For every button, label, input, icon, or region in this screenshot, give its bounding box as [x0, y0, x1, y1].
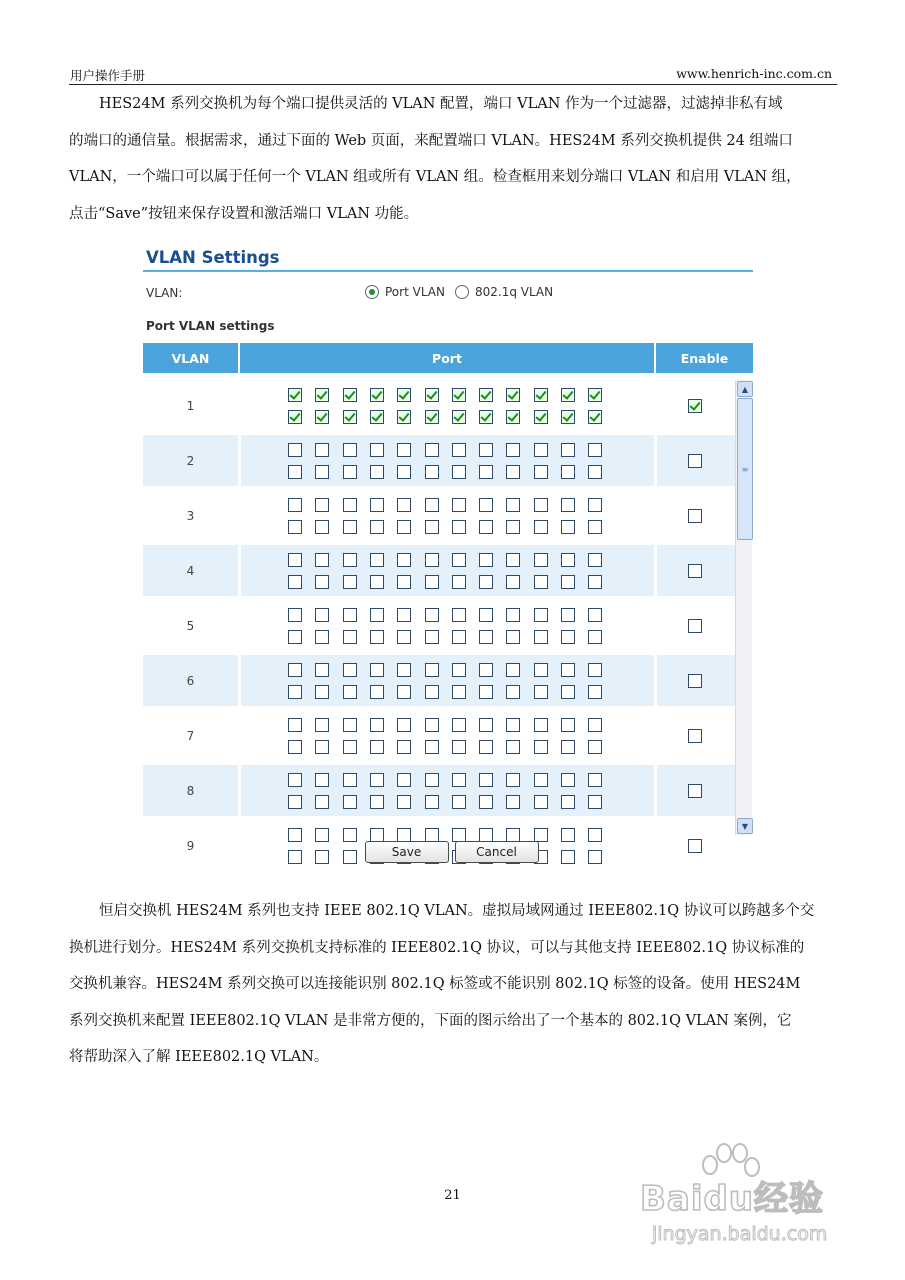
page-header-right: www.henrich-inc.com.cn: [676, 66, 832, 81]
port-checkbox[interactable]: [534, 498, 548, 512]
port-checkbox[interactable]: [397, 773, 411, 787]
dot1q-line: 系列交换机来配置 IEEE802.1Q VLAN 是非常方便的，下面的图示给出了一个基本的 802.1Q VLAN 案例，它: [69, 1012, 792, 1029]
port-checkbox[interactable]: [397, 520, 411, 534]
port-vlan-radio-label[interactable]: Port VLAN: [385, 285, 445, 299]
port-checkbox[interactable]: [288, 773, 302, 787]
port-checkbox[interactable]: [479, 410, 493, 424]
intro-paragraph: [69, 86, 837, 232]
port-checkbox[interactable]: [370, 685, 384, 699]
vlan-id-cell: 8: [143, 765, 238, 816]
save-button[interactable]: Save: [365, 841, 449, 863]
port-checkbox[interactable]: [370, 740, 384, 754]
port-checkbox[interactable]: [506, 465, 520, 479]
port-cell: [241, 435, 654, 486]
port-cell: [241, 380, 654, 431]
baidu-jingyan-watermark: [640, 1143, 860, 1263]
port-checkbox[interactable]: [397, 443, 411, 457]
page-header-left: 用户操作手册: [70, 68, 146, 83]
port-checkbox[interactable]: [534, 465, 548, 479]
port-checkbox[interactable]: [479, 608, 493, 622]
dot1q-line: 交换机兼容。HES24M 系列交换可以连接能识别 802.1Q 标签或不能识别 802.1Q 标签的设备。使用 HES24M: [69, 976, 801, 992]
enable-checkbox[interactable]: [688, 784, 702, 798]
port-checkbox[interactable]: [452, 410, 466, 424]
port-checkbox[interactable]: [479, 388, 493, 402]
port-checkbox[interactable]: [397, 685, 411, 699]
port-checkbox[interactable]: [506, 740, 520, 754]
port-checkbox[interactable]: [343, 520, 357, 534]
dot1q-vlan-radio-label[interactable]: 802.1q VLAN: [474, 285, 554, 299]
port-checkbox[interactable]: [425, 553, 439, 567]
port-checkbox[interactable]: [534, 773, 548, 787]
port-checkbox[interactable]: [588, 773, 602, 787]
port-checkbox[interactable]: [425, 443, 439, 457]
port-checkbox[interactable]: [315, 685, 329, 699]
port-checkbox[interactable]: [288, 553, 302, 567]
port-checkbox[interactable]: [588, 520, 602, 534]
port-checkbox[interactable]: [561, 443, 575, 457]
port-cell: [241, 545, 654, 596]
port-checkbox[interactable]: [315, 828, 329, 842]
port-checkbox[interactable]: [397, 388, 411, 402]
port-checkbox[interactable]: [288, 388, 302, 402]
port-checkbox[interactable]: [588, 498, 602, 512]
enable-cell: [657, 600, 735, 651]
port-checkbox[interactable]: [288, 575, 302, 589]
port-checkbox[interactable]: [479, 828, 493, 842]
enable-checkbox[interactable]: [688, 399, 702, 413]
enable-cell: [657, 490, 735, 541]
port-checkbox[interactable]: [288, 795, 302, 809]
port-checkbox[interactable]: [479, 443, 493, 457]
port-checkbox[interactable]: [588, 388, 602, 402]
port-checkbox[interactable]: [397, 718, 411, 732]
port-checkbox[interactable]: [397, 795, 411, 809]
port-checkbox[interactable]: [343, 465, 357, 479]
watermark-main-text: Baidu经验: [640, 1179, 825, 1219]
port-checkbox[interactable]: [397, 740, 411, 754]
port-checkbox[interactable]: [315, 443, 329, 457]
vlan-mode-label: VLAN:: [146, 286, 183, 300]
vlan-id-cell: 7: [186, 728, 195, 743]
port-checkbox[interactable]: [343, 388, 357, 402]
vlan-id-cell: 9: [186, 838, 195, 853]
port-checkbox[interactable]: [370, 795, 384, 809]
column-header-enable: Enable: [656, 343, 753, 373]
port-checkbox[interactable]: [588, 663, 602, 677]
port-checkbox[interactable]: [561, 608, 575, 622]
port-vlan-settings-heading: Port VLAN settings: [146, 319, 275, 333]
port-checkbox[interactable]: [425, 575, 439, 589]
enable-cell: [657, 655, 735, 706]
scrollbar-thumb[interactable]: ≡: [737, 398, 753, 540]
port-checkbox[interactable]: [343, 575, 357, 589]
port-checkbox[interactable]: [288, 443, 302, 457]
port-checkbox[interactable]: [425, 685, 439, 699]
vlan-settings-panel: [143, 244, 755, 870]
port-checkbox[interactable]: [370, 410, 384, 424]
port-checkbox[interactable]: [343, 685, 357, 699]
vlan-id-cell: 1: [186, 398, 195, 413]
port-checkbox[interactable]: [534, 575, 548, 589]
vlan-row: [143, 710, 735, 761]
port-checkbox[interactable]: [561, 773, 575, 787]
port-cell: [241, 710, 654, 761]
port-checkbox[interactable]: [288, 663, 302, 677]
vlan-row: [143, 435, 735, 486]
enable-checkbox[interactable]: [688, 509, 702, 523]
port-checkbox[interactable]: [452, 663, 466, 677]
port-checkbox[interactable]: [370, 443, 384, 457]
port-checkbox[interactable]: [561, 388, 575, 402]
port-checkbox[interactable]: [588, 553, 602, 567]
port-checkbox[interactable]: [452, 685, 466, 699]
vlan-table-scrollbar[interactable]: [735, 380, 752, 835]
port-checkbox[interactable]: [561, 498, 575, 512]
port-checkbox[interactable]: [534, 795, 548, 809]
port-checkbox[interactable]: [506, 718, 520, 732]
port-checkbox[interactable]: [288, 608, 302, 622]
port-checkbox[interactable]: [534, 718, 548, 732]
page-number: 21: [444, 1188, 461, 1203]
vlan-id-cell: 4: [143, 545, 238, 596]
port-checkbox[interactable]: [315, 498, 329, 512]
port-checkbox[interactable]: [343, 410, 357, 424]
port-checkbox[interactable]: [534, 740, 548, 754]
enable-cell: [657, 545, 735, 596]
port-checkbox[interactable]: [370, 575, 384, 589]
port-checkbox[interactable]: [315, 553, 329, 567]
port-checkbox[interactable]: [315, 520, 329, 534]
vlan-id-cell: 6: [143, 655, 238, 706]
port-checkbox[interactable]: [534, 553, 548, 567]
port-checkbox[interactable]: [479, 795, 493, 809]
port-checkbox[interactable]: [561, 685, 575, 699]
port-checkbox[interactable]: [534, 608, 548, 622]
port-checkbox[interactable]: [425, 498, 439, 512]
port-checkbox[interactable]: [561, 795, 575, 809]
port-checkbox[interactable]: [506, 498, 520, 512]
port-checkbox[interactable]: [561, 520, 575, 534]
port-checkbox[interactable]: [588, 575, 602, 589]
port-checkbox[interactable]: [506, 773, 520, 787]
port-checkbox[interactable]: [425, 773, 439, 787]
port-checkbox[interactable]: [425, 795, 439, 809]
vlan-table-header: [143, 343, 753, 373]
port-checkbox[interactable]: [370, 608, 384, 622]
port-checkbox[interactable]: [588, 465, 602, 479]
port-checkbox[interactable]: [534, 410, 548, 424]
port-checkbox[interactable]: [534, 388, 548, 402]
port-checkbox[interactable]: [343, 828, 357, 842]
port-checkbox[interactable]: [315, 410, 329, 424]
port-checkbox[interactable]: [479, 740, 493, 754]
scroll-down-arrow-icon[interactable]: ▼: [737, 818, 753, 834]
intro-line: 的端口的通信量。根据需求，通过下面的 Web 页面，来配置端口 VLAN。HES24M 系列交换机提供 24 组端口: [69, 132, 793, 149]
port-checkbox[interactable]: [452, 498, 466, 512]
vlan-row: [143, 765, 735, 816]
port-checkbox[interactable]: [588, 740, 602, 754]
port-checkbox[interactable]: [506, 410, 520, 424]
enable-cell: [657, 710, 735, 761]
enable-checkbox[interactable]: [688, 619, 702, 633]
port-checkbox[interactable]: [588, 410, 602, 424]
port-checkbox[interactable]: [425, 663, 439, 677]
port-checkbox[interactable]: [343, 663, 357, 677]
dot1q-line: 换机进行划分。HES24M 系列交换机支持标准的 IEEE802.1Q 协议，可以与其他支持 IEEE802.1Q 协议标准的: [69, 939, 805, 956]
port-checkbox[interactable]: [561, 718, 575, 732]
port-checkbox[interactable]: [588, 443, 602, 457]
port-checkbox[interactable]: [452, 465, 466, 479]
port-checkbox[interactable]: [534, 443, 548, 457]
port-checkbox[interactable]: [315, 630, 329, 644]
port-checkbox[interactable]: [452, 630, 466, 644]
title-rule: [143, 270, 753, 272]
column-header-vlan: VLAN: [143, 343, 238, 373]
port-checkbox[interactable]: [425, 520, 439, 534]
port-checkbox[interactable]: [588, 685, 602, 699]
port-checkbox[interactable]: [315, 773, 329, 787]
port-checkbox[interactable]: [506, 520, 520, 534]
port-checkbox[interactable]: [425, 828, 439, 842]
port-checkbox[interactable]: [370, 828, 384, 842]
port-checkbox[interactable]: [343, 553, 357, 567]
port-checkbox[interactable]: [506, 663, 520, 677]
port-checkbox[interactable]: [452, 718, 466, 732]
vlan-id-cell: 2: [143, 435, 238, 486]
port-checkbox[interactable]: [425, 740, 439, 754]
enable-cell: [657, 435, 735, 486]
scroll-up-arrow-icon[interactable]: ▲: [737, 381, 753, 397]
port-checkbox[interactable]: [479, 498, 493, 512]
port-checkbox[interactable]: [315, 663, 329, 677]
port-checkbox[interactable]: [425, 608, 439, 622]
vlan-id-cell: 3: [186, 508, 195, 523]
port-checkbox[interactable]: [315, 608, 329, 622]
dot1q-line: 恒启交换机 HES24M 系列也支持 IEEE 802.1Q VLAN。虚拟局域网通过 IEEE802.1Q 协议可以跨越多个交: [99, 903, 815, 919]
port-cell: [241, 600, 654, 651]
port-checkbox[interactable]: [343, 498, 357, 512]
port-vlan-radio[interactable]: [365, 285, 379, 299]
dot1q-line: 将帮助深入了解 IEEE802.1Q VLAN。: [69, 1049, 329, 1065]
port-checkbox[interactable]: [288, 718, 302, 732]
port-checkbox[interactable]: [534, 630, 548, 644]
port-checkbox[interactable]: [452, 520, 466, 534]
port-checkbox[interactable]: [561, 663, 575, 677]
port-checkbox[interactable]: [370, 773, 384, 787]
port-checkbox[interactable]: [315, 388, 329, 402]
port-checkbox[interactable]: [315, 718, 329, 732]
port-checkbox[interactable]: [588, 608, 602, 622]
port-checkbox[interactable]: [561, 575, 575, 589]
vlan-row: [143, 545, 735, 596]
port-checkbox[interactable]: [370, 718, 384, 732]
port-checkbox[interactable]: [425, 718, 439, 732]
port-checkbox[interactable]: [288, 465, 302, 479]
port-checkbox[interactable]: [479, 718, 493, 732]
port-checkbox[interactable]: [534, 663, 548, 677]
port-checkbox[interactable]: [479, 630, 493, 644]
port-checkbox[interactable]: [397, 630, 411, 644]
vlan-mode-radio-group: [365, 285, 563, 299]
port-checkbox[interactable]: [561, 465, 575, 479]
port-checkbox[interactable]: [479, 553, 493, 567]
port-checkbox[interactable]: [506, 553, 520, 567]
port-checkbox[interactable]: [452, 443, 466, 457]
port-checkbox[interactable]: [506, 630, 520, 644]
port-checkbox[interactable]: [397, 608, 411, 622]
dot1q-paragraph: [69, 893, 837, 1076]
port-checkbox[interactable]: [343, 773, 357, 787]
port-checkbox[interactable]: [425, 630, 439, 644]
port-checkbox[interactable]: [315, 575, 329, 589]
dot1q-vlan-radio[interactable]: [455, 285, 469, 299]
port-checkbox[interactable]: [343, 795, 357, 809]
port-checkbox[interactable]: [452, 740, 466, 754]
port-cell: [241, 655, 654, 706]
form-buttons: [143, 841, 753, 863]
port-checkbox[interactable]: [506, 575, 520, 589]
column-header-port: Port: [240, 343, 654, 373]
enable-checkbox[interactable]: [688, 564, 702, 578]
port-checkbox[interactable]: [588, 828, 602, 842]
port-checkbox[interactable]: [561, 630, 575, 644]
port-checkbox[interactable]: [452, 388, 466, 402]
port-checkbox[interactable]: [588, 630, 602, 644]
port-checkbox[interactable]: [506, 685, 520, 699]
port-checkbox[interactable]: [397, 575, 411, 589]
vlan-row: [143, 380, 735, 431]
port-checkbox[interactable]: [479, 465, 493, 479]
port-checkbox[interactable]: [288, 498, 302, 512]
port-checkbox[interactable]: [561, 740, 575, 754]
port-checkbox[interactable]: [506, 608, 520, 622]
port-checkbox[interactable]: [397, 663, 411, 677]
port-checkbox[interactable]: [534, 520, 548, 534]
enable-checkbox[interactable]: [688, 454, 702, 468]
port-checkbox[interactable]: [370, 630, 384, 644]
port-checkbox[interactable]: [370, 553, 384, 567]
port-checkbox[interactable]: [506, 443, 520, 457]
port-checkbox[interactable]: [452, 828, 466, 842]
port-checkbox[interactable]: [370, 520, 384, 534]
port-checkbox[interactable]: [452, 575, 466, 589]
intro-line: VLAN，一个端口可以属于任何一个 VLAN 组或所有 VLAN 组。检查框用来划分端口 VLAN 和启用 VLAN 组，: [69, 169, 801, 185]
port-checkbox[interactable]: [534, 685, 548, 699]
port-checkbox[interactable]: [343, 718, 357, 732]
port-checkbox[interactable]: [397, 498, 411, 512]
vlan-row: [143, 490, 735, 541]
enable-cell: [657, 765, 735, 816]
port-checkbox[interactable]: [479, 663, 493, 677]
port-checkbox[interactable]: [370, 388, 384, 402]
port-checkbox[interactable]: [561, 828, 575, 842]
port-checkbox[interactable]: [288, 630, 302, 644]
port-cell: [241, 490, 654, 541]
vlan-row: [143, 655, 735, 706]
port-checkbox[interactable]: [343, 443, 357, 457]
port-checkbox[interactable]: [425, 410, 439, 424]
vlan-settings-title: VLAN Settings: [146, 248, 280, 267]
port-checkbox[interactable]: [561, 553, 575, 567]
port-checkbox[interactable]: [288, 740, 302, 754]
port-checkbox[interactable]: [588, 795, 602, 809]
port-checkbox[interactable]: [343, 740, 357, 754]
port-checkbox[interactable]: [397, 828, 411, 842]
port-checkbox[interactable]: [288, 828, 302, 842]
port-checkbox[interactable]: [534, 828, 548, 842]
port-checkbox[interactable]: [343, 630, 357, 644]
port-checkbox[interactable]: [397, 553, 411, 567]
intro-line: 点击“Save”按钮来保存设置和激活端口 VLAN 功能。: [69, 205, 419, 222]
port-checkbox[interactable]: [315, 465, 329, 479]
port-checkbox[interactable]: [506, 828, 520, 842]
port-checkbox[interactable]: [370, 465, 384, 479]
port-checkbox[interactable]: [288, 685, 302, 699]
port-checkbox[interactable]: [452, 553, 466, 567]
watermark-url-text: jingyan.baidu.com: [652, 1223, 828, 1245]
vlan-id-cell: 5: [186, 618, 195, 633]
port-checkbox[interactable]: [370, 663, 384, 677]
port-checkbox[interactable]: [343, 608, 357, 622]
port-checkbox[interactable]: [506, 388, 520, 402]
port-checkbox[interactable]: [452, 795, 466, 809]
port-checkbox[interactable]: [452, 773, 466, 787]
port-checkbox[interactable]: [288, 410, 302, 424]
port-checkbox[interactable]: [479, 773, 493, 787]
port-checkbox[interactable]: [397, 465, 411, 479]
port-checkbox[interactable]: [561, 410, 575, 424]
port-checkbox[interactable]: [452, 608, 466, 622]
vlan-row: [143, 600, 735, 651]
cancel-button[interactable]: Cancel: [455, 841, 539, 863]
header-rule: [69, 84, 837, 85]
port-checkbox[interactable]: [506, 795, 520, 809]
port-checkbox[interactable]: [397, 410, 411, 424]
port-checkbox[interactable]: [479, 685, 493, 699]
port-checkbox[interactable]: [425, 388, 439, 402]
port-checkbox[interactable]: [315, 740, 329, 754]
port-checkbox[interactable]: [479, 575, 493, 589]
port-checkbox[interactable]: [288, 520, 302, 534]
port-cell: [241, 765, 654, 816]
port-checkbox[interactable]: [425, 465, 439, 479]
port-checkbox[interactable]: [315, 795, 329, 809]
port-checkbox[interactable]: [588, 718, 602, 732]
port-checkbox[interactable]: [479, 520, 493, 534]
enable-cell: [657, 380, 735, 431]
enable-checkbox[interactable]: [688, 729, 702, 743]
intro-line: HES24M 系列交换机为每个端口提供灵活的 VLAN 配置，端口 VLAN 作为一个过滤器，过滤掉非私有域: [99, 96, 783, 112]
enable-checkbox[interactable]: [688, 674, 702, 688]
port-checkbox[interactable]: [370, 498, 384, 512]
